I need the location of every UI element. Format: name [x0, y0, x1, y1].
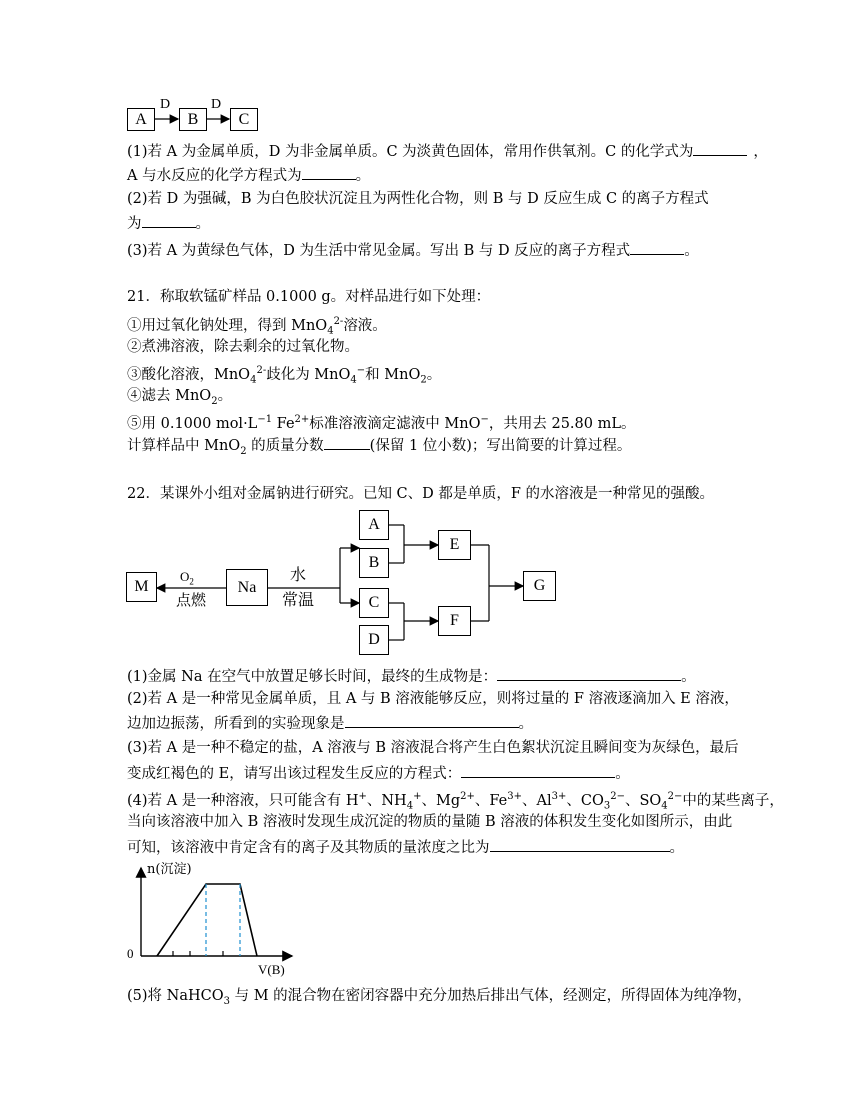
answer-blank[interactable]	[461, 763, 615, 778]
q21-step5: ⑤用 0.1000 $mol\cdot L^{-1}$ $Fe^{2+}$标准溶液滴定滤液中 MnO−，共用去 25.80 mL。	[127, 414, 636, 432]
q21-title: 21．称取软锰矿样品 0.1000 g。对样品进行如下处理：	[127, 289, 491, 305]
q20-part1-line2: A 与水反应的化学方程式为 。	[127, 165, 370, 186]
chain-box-c: C	[230, 108, 258, 131]
q22-part5: (5)将 NaHCO$_3$ 与 M 的混合物在密闭容器中充分加热后排出气体，经测定，所得固体为纯净物，	[127, 988, 752, 1007]
diagram-box-b: B	[359, 548, 389, 578]
answer-blank[interactable]	[345, 713, 519, 728]
plot-xlabel: V(B)	[258, 962, 285, 977]
diagram-box-a: A	[359, 510, 389, 540]
q21-step1: ①用过氧化钠处理，得到 MnO$_4^{2-}$溶液。	[127, 316, 387, 337]
answer-blank[interactable]	[693, 141, 747, 156]
diagram-label-water: 水	[290, 565, 307, 584]
chain-arrow-label-1: D	[160, 97, 171, 112]
q20-part2-line2: 为 。	[127, 213, 210, 234]
answer-blank[interactable]	[490, 837, 670, 852]
q22-part1: (1)金属 Na 在空气中放置足够长时间，最终的生成物是： 。	[127, 666, 696, 687]
diagram-label-o2: $O_2$	[180, 569, 194, 587]
q21-step3: ③酸化溶液，MnO$_4^{2-}$歧化为 MnO$_4$−和 MnO$_2$。	[127, 365, 442, 386]
q21-calc: 计算样品中 MnO$_2$ 的质量分数 (保留 1 位小数)；写出简要的计算过程。	[127, 435, 631, 462]
answer-blank[interactable]	[324, 435, 370, 450]
answer-blank[interactable]	[302, 165, 356, 180]
q22-part3-line1: (3)若 A 是一种不稳定的盐，A 溶液与 B 溶液混合将产生白色絮状沉淀且瞬间变为灰绿色，最后	[127, 740, 739, 756]
diagram-label-ignite: 点燃	[176, 591, 207, 609]
diagram-box-d: D	[359, 625, 389, 655]
q21-step4: ④滤去 MnO$_2$。	[127, 388, 233, 407]
chain-box-a: A	[127, 108, 155, 131]
diagram-label-room-temp: 常温	[282, 590, 315, 609]
precipitate-plot	[141, 868, 292, 956]
plot-origin: 0	[127, 946, 134, 961]
q20-part3: (3)若 A 为黄绿色气体，D 为生活中常见金属。写出 B 与 D 反应的离子方程式 。	[127, 240, 699, 261]
q22-part3-line2: 变成红褐色的 E，请写出该过程发生反应的方程式： 。	[127, 763, 630, 784]
q22-part2-line1: (2)若 A 是一种常见金属单质，且 A 与 B 溶液能够反应，则将过量的 F 溶液逐滴加入 E 溶液，	[127, 691, 739, 707]
diagram-box-c: C	[359, 588, 389, 618]
q20-part1-line1: (1)若 A 为金属单质，D 为非金属单质。C 为淡黄色固体，常用作供氧剂。C 的化学式为 ，	[127, 141, 768, 162]
answer-blank[interactable]	[497, 666, 681, 681]
q22-part4-line1: (4)若 A 是一种溶液，只可能含有 H+、$NH_4^+$、$Mg^{2+}$、$Fe^{3+}$、$Al^{3+}$、$CO_3^{2-}$、$SO_4^{2-}$中的某些离子，	[127, 791, 784, 812]
answer-blank[interactable]	[630, 240, 684, 255]
diagram-box-na: Na	[226, 569, 268, 606]
q22-title: 22．某课外小组对金属钠进行研究。已知 C、D 都是单质，F 的水溶液是一种常见的强酸。	[127, 486, 715, 502]
q21-step2: ②煮沸溶液，除去剩余的过氧化物。	[127, 339, 359, 355]
chain-box-b: B	[179, 108, 207, 131]
q22-part4-line2: 当向该溶液中加入 B 溶液时发现生成沉淀的物质的量随 B 溶液的体积发生变化如图所示，由此	[127, 814, 733, 830]
q20-part2-line1: (2)若 D 为强碱，B 为白色胶状沉淀且为两性化合物，则 B 与 D 反应生成 C 的离子方程式	[127, 191, 709, 207]
q22-part2-line2: 边加边振荡，所看到的实验现象是 。	[127, 713, 533, 734]
chain-arrow-label-2: D	[211, 97, 222, 112]
diagram-box-m: M	[126, 572, 157, 602]
plot-ylabel: n(沉淀)	[147, 862, 192, 877]
answer-blank[interactable]	[142, 213, 196, 228]
diagram-box-f: F	[438, 606, 471, 636]
q22-part4-line3: 可知，该溶液中肯定含有的离子及其物质的量浓度之比为 。	[127, 837, 684, 858]
diagram-box-e: E	[438, 530, 471, 560]
diagram-box-g: G	[523, 571, 556, 601]
